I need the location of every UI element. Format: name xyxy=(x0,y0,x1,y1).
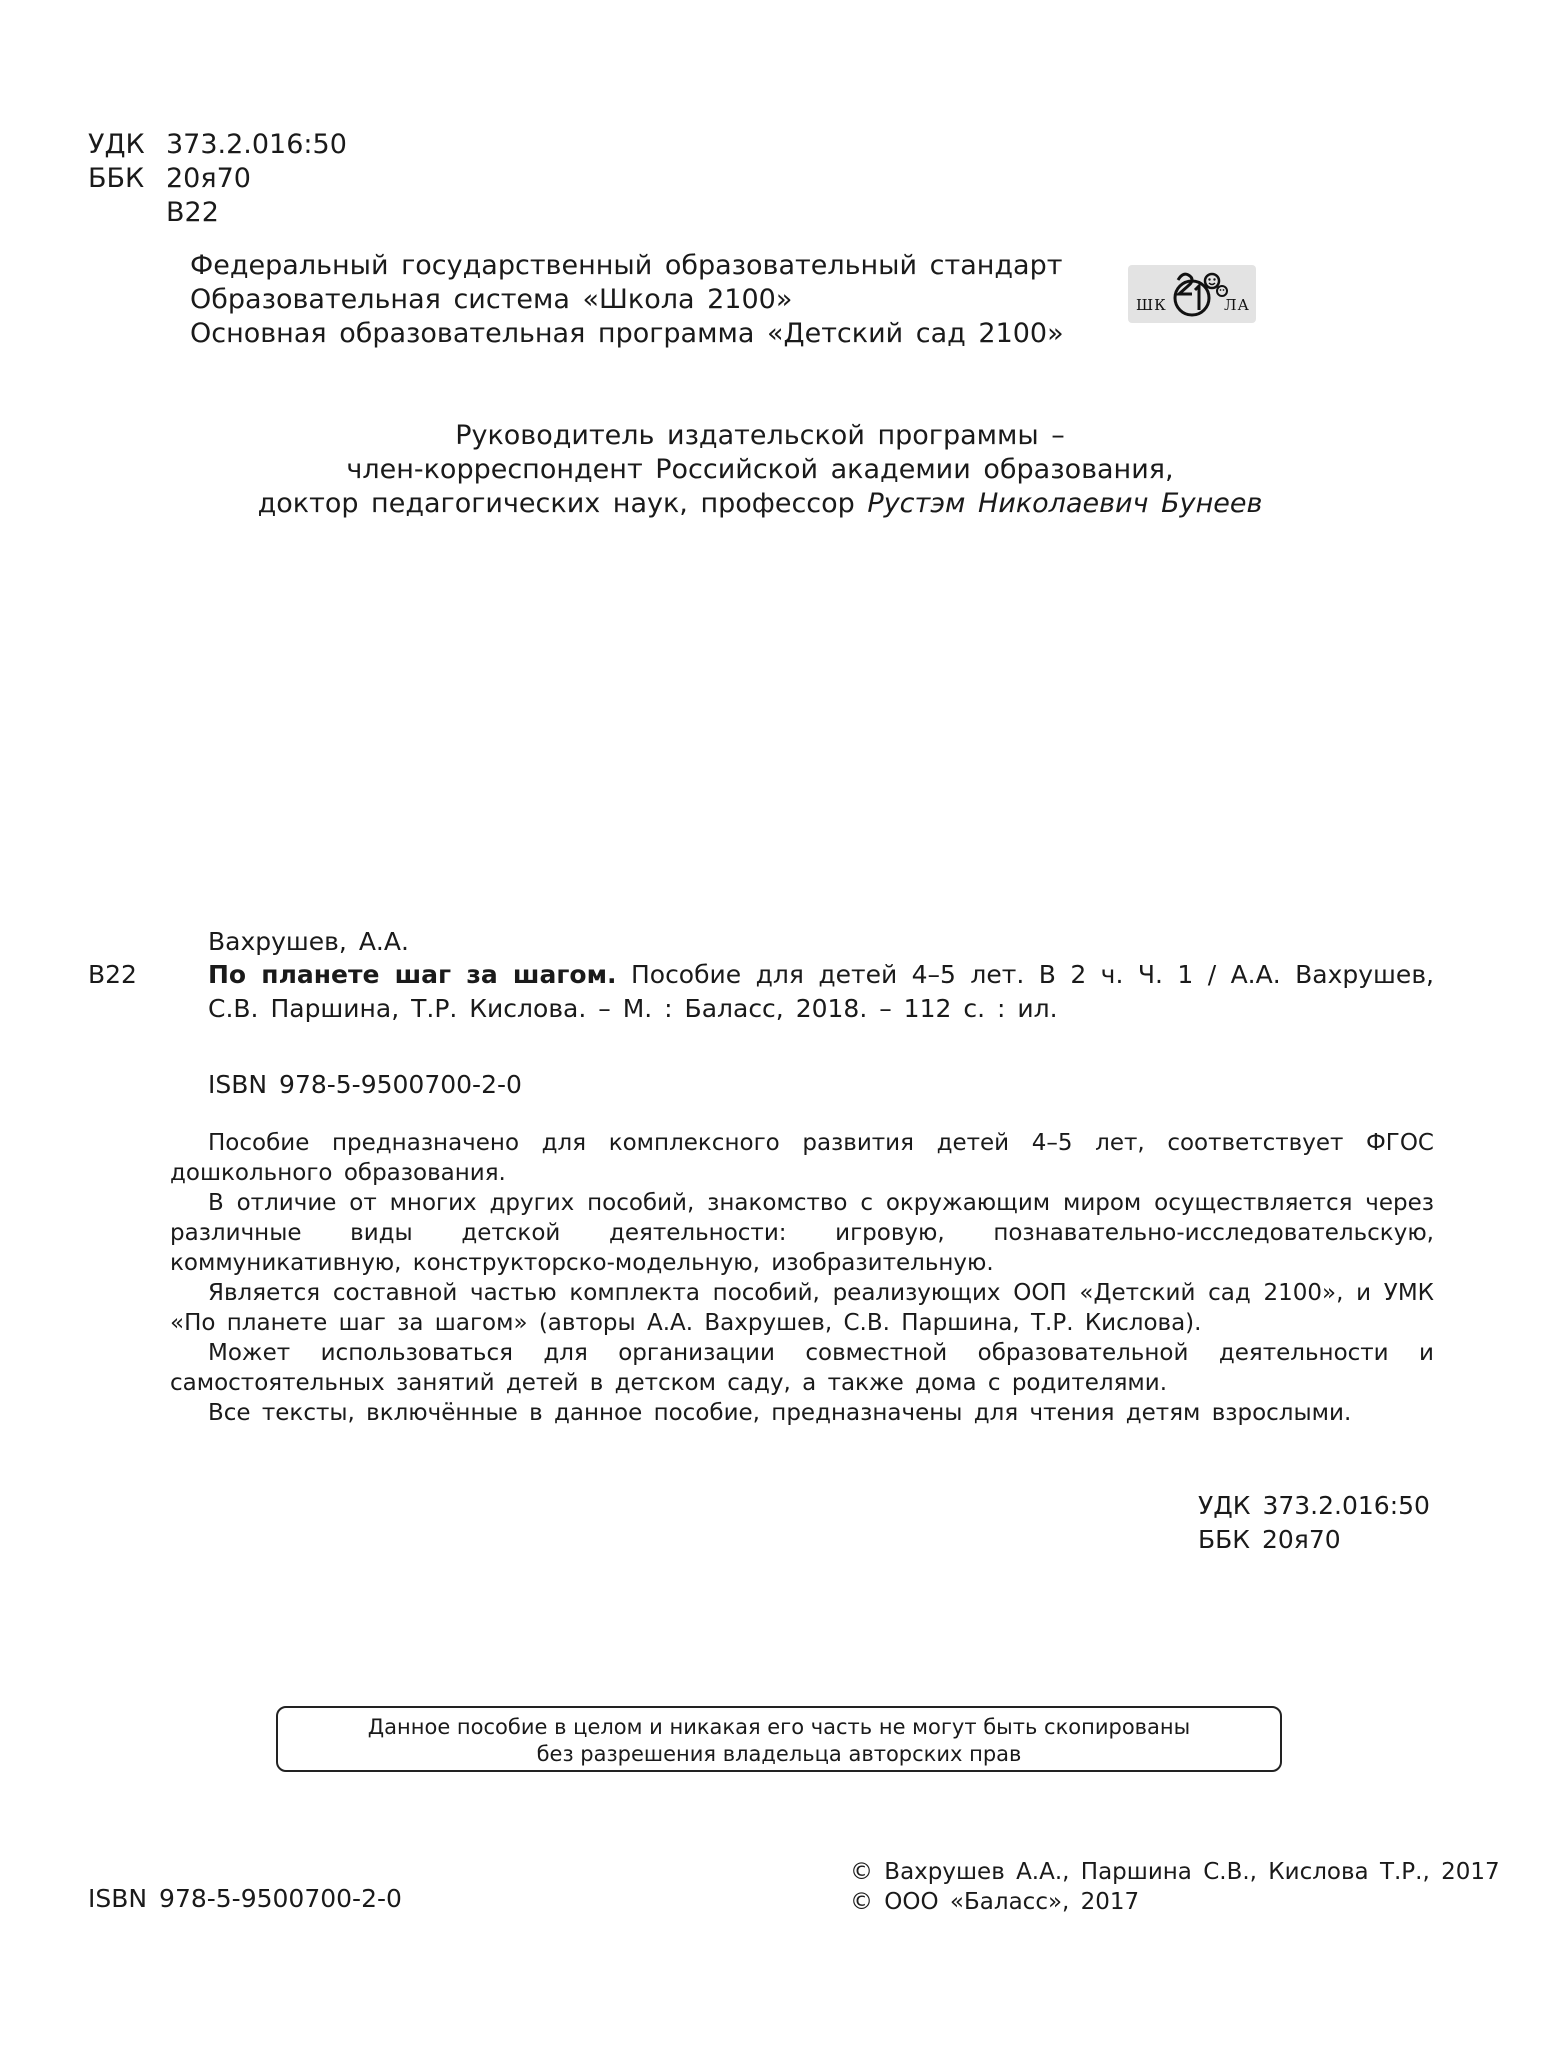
standard-line: Образовательная система «Школа 2100» xyxy=(190,284,793,315)
bbk-row xyxy=(88,162,347,196)
annotation-paragraph: Является составной частью комплекта пособий, реализующих ООП «Детский сад 2100», и УМК «По планете шаг за шагом» (авторы А.А. Вахрушев, С.В. Паршина, Т.Р. Кислова). xyxy=(170,1280,1434,1336)
annotation-paragraph: В отличие от многих других пособий, знакомство с окружающим миром осуществляется через различные виды детской деятельности: игровую, познавательно-исследовательскую, коммуникативную, конструкторско-модельную, изобразительную. xyxy=(170,1190,1434,1276)
standard-line: Федеральный государственный образовательный стандарт xyxy=(190,250,1063,281)
standards-block xyxy=(190,249,1064,351)
author-heading: Вахрушев, А.А. xyxy=(208,927,409,956)
udk-bottom: УДК 373.2.016:50 xyxy=(1198,1491,1430,1520)
bbk-label: ББК xyxy=(88,163,145,194)
footer-isbn: ISBN 978-5-9500700-2-0 xyxy=(88,1884,402,1913)
copyright-notice-box xyxy=(276,1706,1282,1772)
bib-mark: В22 xyxy=(88,960,137,989)
logo-left-text: ШК xyxy=(1136,296,1167,314)
classification-top xyxy=(88,128,347,230)
udk-row xyxy=(88,128,347,162)
notice-line-2: без разрешения владельца авторских прав xyxy=(536,1742,1022,1766)
copyright-authors: © Вахрушев А.А., Паршина С.В., Кислова Т.Р., 2017 xyxy=(850,1859,1500,1885)
leader-line-2: член-корреспондент Российской академии образования, xyxy=(346,454,1174,485)
book-description: Пособие для детей 4–5 лет. В 2 ч. Ч. 1 / А.А. Вахрушев, С.В. Паршина, Т.Р. Кислова. – М. : Баласс, 2018. – 112 с. : ил. xyxy=(208,960,1434,1023)
leader-title: доктор педагогических наук, профессор xyxy=(257,488,855,519)
annotation-paragraph: Пособие предназначено для комплексного развития детей 4–5 лет, соответствует ФГОС дошкольного образования. xyxy=(170,1130,1434,1186)
author-mark-row xyxy=(88,196,347,230)
bbk-value: 20я70 xyxy=(166,163,251,194)
annotation-paragraph: Может использоваться для организации совместной образовательной деятельности и самостоятельных занятий детей в детском саду, а также дома с родителями. xyxy=(170,1340,1434,1396)
notice-line-1: Данное пособие в целом и никакая его часть не могут быть скопированы xyxy=(367,1715,1191,1739)
copyright-publisher: © ООО «Баласс», 2017 xyxy=(850,1889,1140,1915)
bib-isbn: ISBN 978-5-9500700-2-0 xyxy=(208,1070,522,1099)
bib-record xyxy=(208,958,1434,1026)
book-title: По планете шаг за шагом. xyxy=(208,960,617,989)
leader-name: Рустэм Николаевич Бунеев xyxy=(867,488,1263,519)
leader-line-3 xyxy=(180,487,1340,521)
udk-value: 373.2.016:50 xyxy=(166,129,347,160)
shkola-2100-emblem-icon xyxy=(1158,266,1228,322)
udk-label: УДК xyxy=(88,129,145,160)
bbk-bottom: ББК 20я70 xyxy=(1198,1525,1341,1554)
annotation xyxy=(170,1128,1434,1428)
footer-copyright xyxy=(850,1857,1500,1917)
annotation-paragraph: Все тексты, включённые в данное пособие, предназначены для чтения детям взрослыми. xyxy=(208,1400,1352,1426)
author-mark: В22 xyxy=(166,197,219,228)
shkola-2100-logo xyxy=(1128,265,1256,323)
logo-right-text: ЛА xyxy=(1224,296,1250,314)
standard-line: Основная образовательная программа «Детский сад 2100» xyxy=(190,318,1064,349)
leader-line-1: Руководитель издательской программы – xyxy=(455,420,1065,451)
classification-bottom xyxy=(1198,1489,1430,1557)
program-leader xyxy=(180,419,1340,521)
